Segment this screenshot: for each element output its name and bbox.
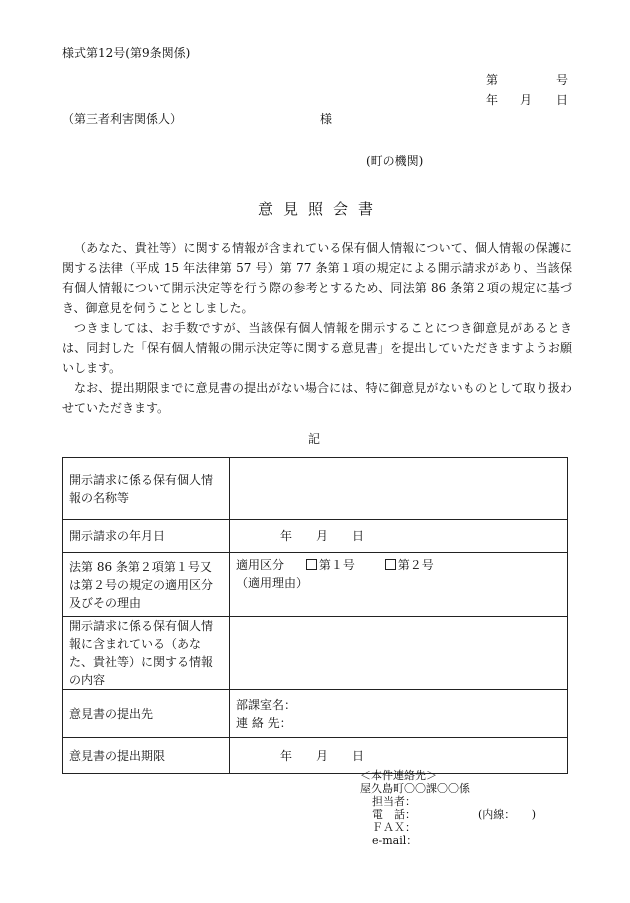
option-1-checkbox[interactable] <box>306 558 355 572</box>
form-number: 様式第12号(第9条関係) <box>62 46 191 60</box>
row-value-submission-dest[interactable] <box>230 690 568 738</box>
row-value-category[interactable] <box>230 553 568 617</box>
doc-number-prefix: 第 <box>486 73 499 87</box>
row-value-request-date[interactable] <box>230 520 568 553</box>
table-row <box>63 617 568 690</box>
contact-heading: ＜本件連絡先＞ <box>360 769 437 782</box>
sender-label: (町の機関) <box>366 154 424 168</box>
row-label-info-name: 開示請求に係る保有個人情報の名称等 <box>63 458 230 520</box>
row-label-category: 法第 86 条第２項第１号又は第２号の規定の適用区分及びその理由 <box>63 553 230 617</box>
contact-phone: 電 話： <box>372 808 416 821</box>
date-year: 年 <box>486 93 499 107</box>
contact-person: 担当者： <box>372 795 416 808</box>
inquiry-table <box>62 457 568 774</box>
recipient-label: （第三者利害関係人） <box>62 112 183 126</box>
category-label: 適用区分 <box>236 558 285 572</box>
row-label-deadline: 意見書の提出期限 <box>63 738 230 774</box>
contact-extension: (内線： ) <box>478 808 537 821</box>
row-label-request-date: 開示請求の年月日 <box>63 520 230 553</box>
contact-block <box>360 769 536 847</box>
contact-phone-row <box>360 808 536 821</box>
paragraph-3: なお、提出期限までに意見書の提出がない場合には、特に御意見がないものとして取り扱わせていただきます。 <box>62 381 572 415</box>
contact-office: 屋久島町〇〇課〇〇係 <box>360 782 470 795</box>
checkbox-icon <box>306 559 317 570</box>
body-text <box>62 238 572 418</box>
ki-marker: 記 <box>308 432 321 446</box>
doc-number-suffix: 号 <box>556 73 569 87</box>
table-row <box>63 520 568 553</box>
row-value-info-content[interactable] <box>230 617 568 690</box>
paragraph-2: つきましては、お手数ですが、当該保有個人情報を開示することにつき御意見があるときは、同封した「保有個人情報の開示決定等に関する意見書」を提出していただきますようお願いします。 <box>62 321 572 375</box>
reason-label: （適用理由） <box>236 576 309 590</box>
table-row <box>63 458 568 520</box>
row-label-info-content: 開示請求に係る保有個人情報に含まれている（あなた、貴社等）に関する情報の内容 <box>63 617 230 690</box>
request-date-value: 年 月 日 <box>280 529 365 543</box>
date-day: 日 <box>556 93 569 107</box>
option-2-label: 第２号 <box>397 558 434 572</box>
deadline-value: 年 月 日 <box>280 748 365 763</box>
contact-email: e-mail： <box>372 834 418 847</box>
paragraph-1: （あなた、貴社等）に関する情報が含まれている保有個人情報について、個人情報の保護に関する法律（平成 15 年法律第 57 号）第 77 条第１項の規定による開示請求があり、当該保有個人情報について開示決定等を行う際の参考とするため、同法第 86 条第２項の規定に基づき、御意見を伺うこととしました。 <box>62 241 572 315</box>
document-title: 意見照会書 <box>258 200 384 218</box>
contact-fax: ＦＡＸ： <box>372 821 416 834</box>
table-row <box>63 690 568 738</box>
option-2-checkbox[interactable] <box>385 558 434 572</box>
table-row <box>63 553 568 617</box>
recipient-honorific: 様 <box>320 112 333 126</box>
checkbox-icon <box>385 559 396 570</box>
contact-label: 連 絡 先： <box>236 715 292 730</box>
department-label: 部課室名： <box>236 697 297 712</box>
option-1-label: 第１号 <box>318 558 355 572</box>
row-label-submission-dest: 意見書の提出先 <box>63 690 230 738</box>
row-value-info-name[interactable] <box>230 458 568 520</box>
date-month: 月 <box>520 93 533 107</box>
